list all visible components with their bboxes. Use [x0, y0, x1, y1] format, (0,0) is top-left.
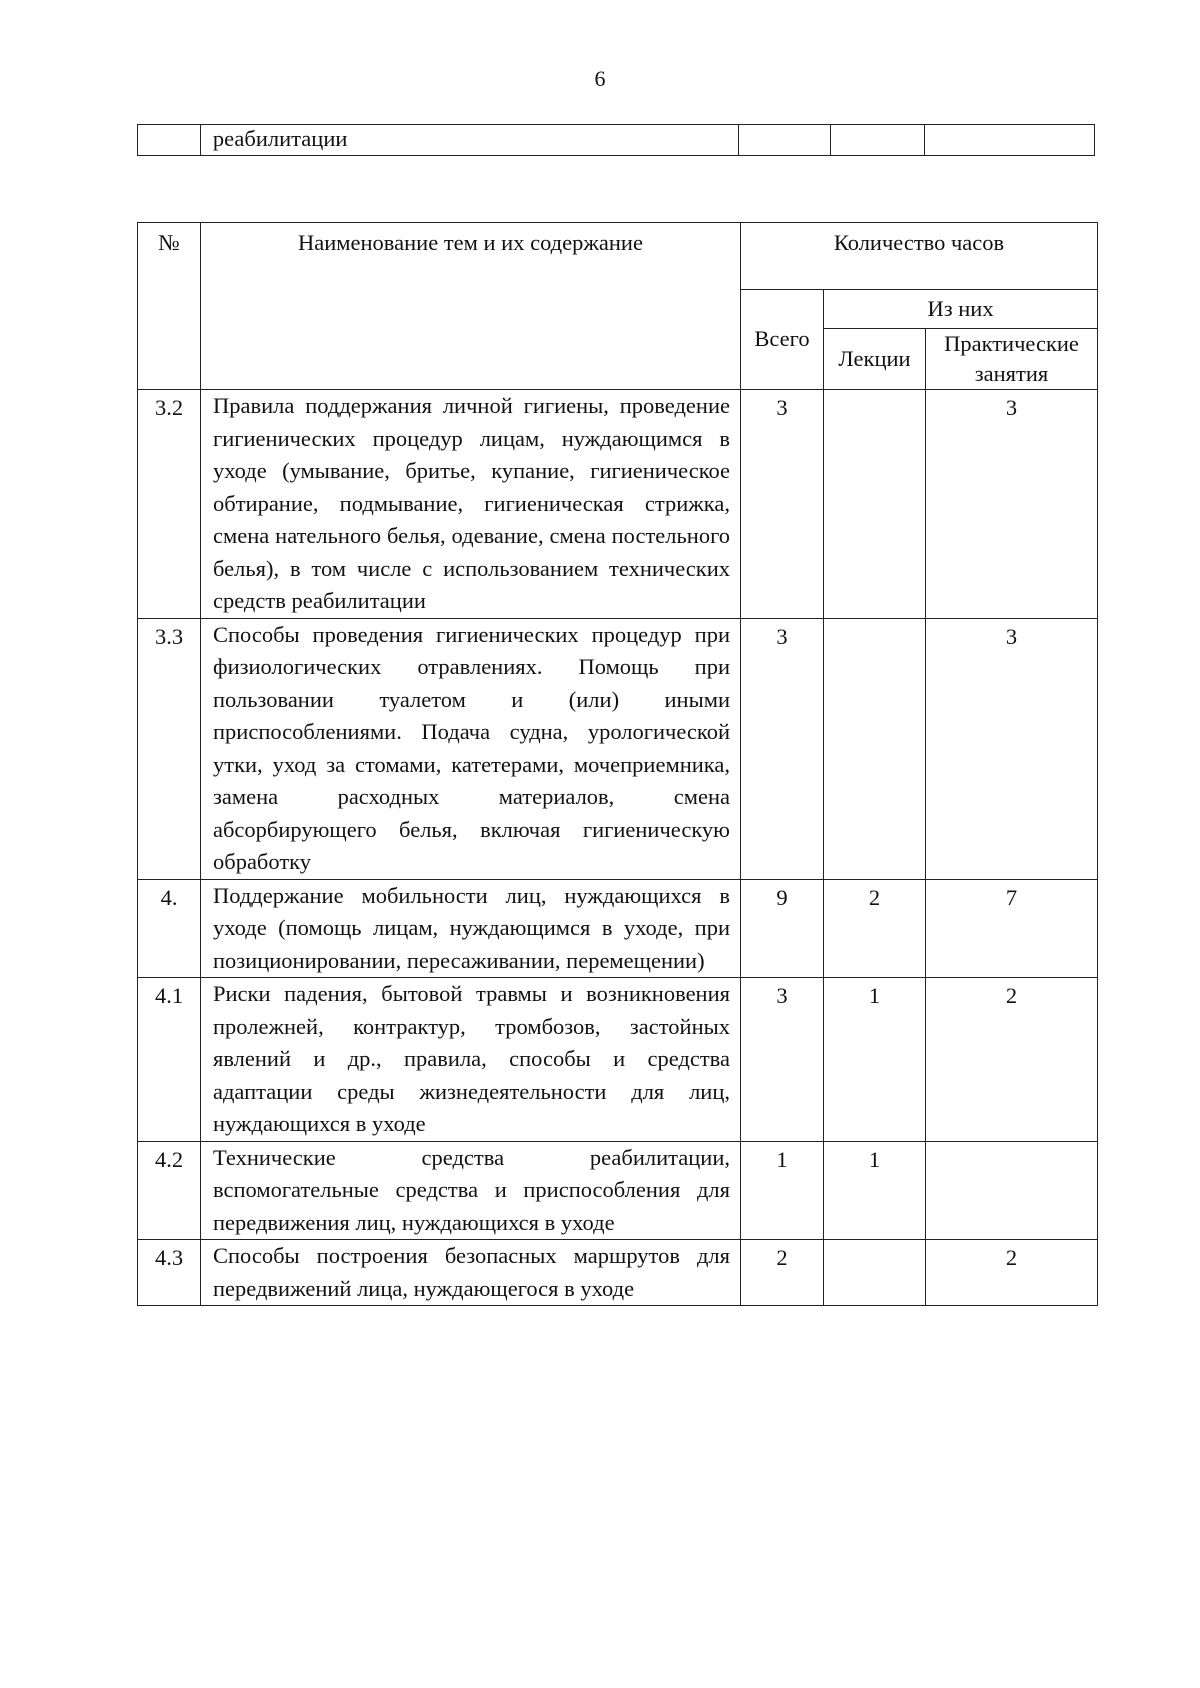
cont-total-cell	[739, 125, 831, 156]
row-lectures	[824, 390, 926, 619]
row-num: 4.1	[138, 978, 201, 1142]
curriculum-table	[137, 222, 1098, 1306]
row-total: 2	[741, 1240, 824, 1306]
row-num: 4.3	[138, 1240, 201, 1306]
row-practical	[926, 1141, 1098, 1240]
cont-num-cell	[138, 125, 201, 156]
row-practical: 3	[926, 390, 1098, 619]
header-practical: Практические занятия	[926, 329, 1098, 390]
table-row	[138, 1240, 1098, 1306]
table-body	[138, 390, 1098, 1306]
row-total: 1	[741, 1141, 824, 1240]
header-of-which: Из них	[824, 290, 1098, 329]
header-num: №	[138, 223, 201, 390]
row-num: 3.2	[138, 390, 201, 619]
row-title: Технические средства реабилитации, вспомогательные средства и приспособления для передвижения лиц, нуждающихся в уходе	[201, 1141, 741, 1240]
row-title: Способы построения безопасных маршрутов для передвижений лица, нуждающегося в уходе	[201, 1240, 741, 1306]
row-practical: 7	[926, 879, 1098, 978]
table-row	[138, 879, 1098, 978]
row-lectures	[824, 618, 926, 879]
table-row	[138, 618, 1098, 879]
table-row	[138, 978, 1098, 1142]
row-total: 9	[741, 879, 824, 978]
row-practical: 3	[926, 618, 1098, 879]
header-total: Всего	[741, 290, 824, 390]
row-total: 3	[741, 978, 824, 1142]
row-lectures: 1	[824, 978, 926, 1142]
header-title: Наименование тем и их содержание	[201, 223, 741, 390]
header-hours: Количество часов	[741, 223, 1098, 290]
row-title: Правила поддержания личной гигиены, проведение гигиенических процедур лицам, нуждающимся в уходе (умывание, бритье, купание, гигиеническое обтирание, подмывание, гигиеническая стрижка, смена нательного белья, одевание, смена постельного белья), в том числе с использованием технических средств реабилитации	[201, 390, 741, 619]
cont-lectures-cell	[831, 125, 925, 156]
row-practical: 2	[926, 1240, 1098, 1306]
page-number: 6	[594, 66, 606, 91]
continuation-row	[138, 125, 1095, 156]
row-total: 3	[741, 390, 824, 619]
cont-practical-cell	[925, 125, 1095, 156]
row-title: Способы проведения гигиенических процедур при физиологических отравлениях. Помощь при пользовании туалетом и (или) иными приспособлениями. Подача судна, урологической утки, уход за стомами, катетерами, мочеприемника, замена расходных материалов, смена абсорбирующего белья, включая гигиеническую обработку	[201, 618, 741, 879]
row-num: 4.2	[138, 1141, 201, 1240]
row-lectures: 1	[824, 1141, 926, 1240]
row-num: 3.3	[138, 618, 201, 879]
table-row	[138, 1141, 1098, 1240]
cont-topic-cell: реабилитации	[200, 125, 739, 156]
table-row	[138, 390, 1098, 619]
row-total: 3	[741, 618, 824, 879]
row-lectures: 2	[824, 879, 926, 978]
row-title: Риски падения, бытовой травмы и возникновения пролежней, контрактур, тромбозов, застойных явлений и др., правила, способы и средства адаптации среды жизнедеятельности для лиц, нуждающихся в уходе	[201, 978, 741, 1142]
row-practical: 2	[926, 978, 1098, 1142]
row-num: 4.	[138, 879, 201, 978]
row-title: Поддержание мобильности лиц, нуждающихся в уходе (помощь лицам, нуждающимся в уходе, при позиционировании, пересаживании, перемещении)	[201, 879, 741, 978]
header-lectures: Лекции	[824, 329, 926, 390]
table-header	[138, 223, 1098, 390]
continuation-table	[137, 124, 1095, 156]
row-lectures	[824, 1240, 926, 1306]
